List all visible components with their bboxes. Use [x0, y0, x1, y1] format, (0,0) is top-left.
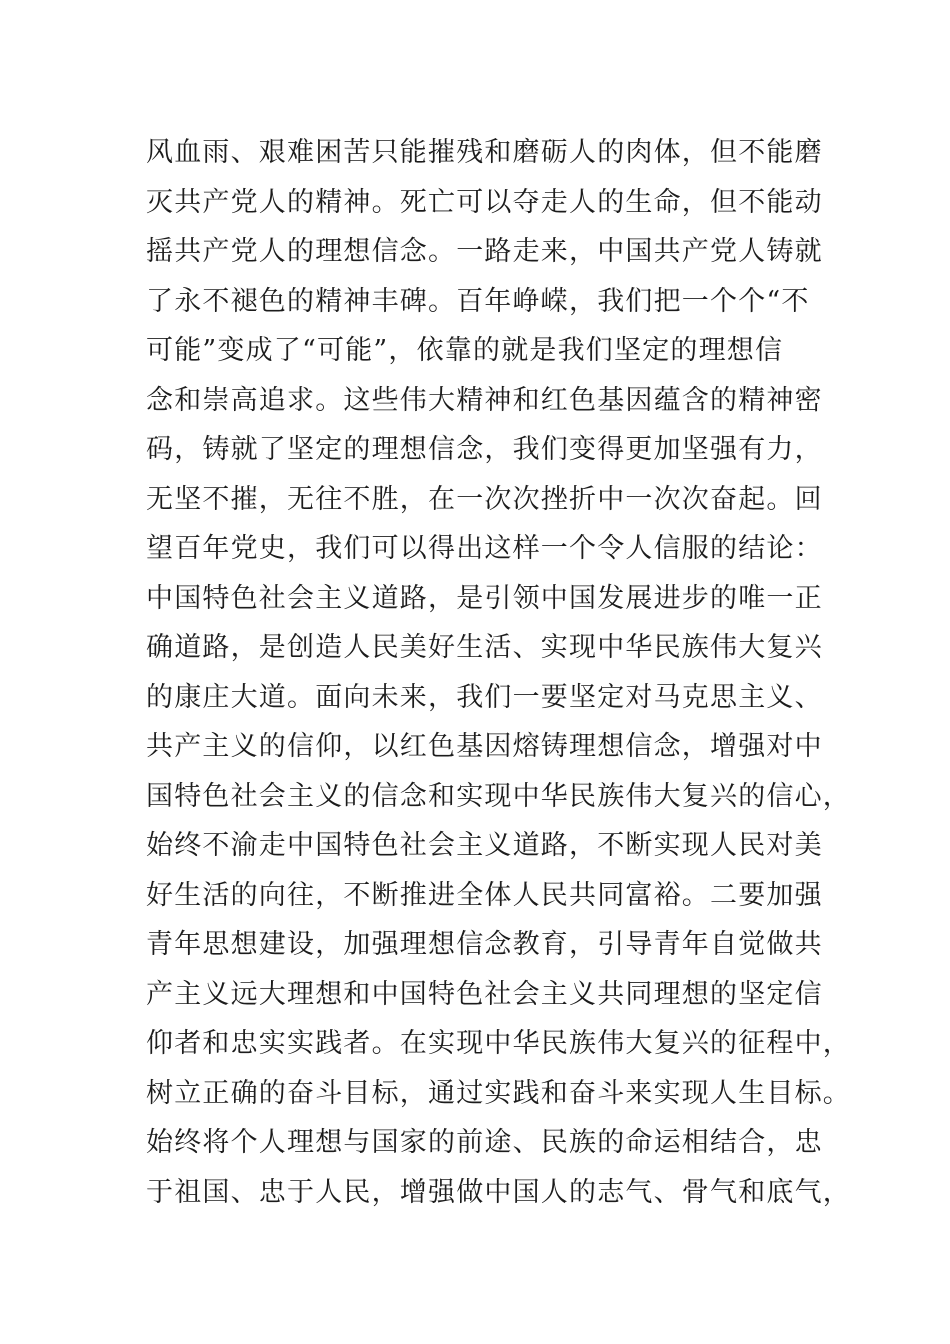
text-line: 了永不褪色的精神丰碑。百年峥嵘，我们把一个个“不 — [146, 285, 810, 317]
text-line: 始终将个人理想与国家的前途、民族的命运相结合，忠 — [146, 1127, 823, 1158]
text-line: 确道路，是创造人民美好生活、实现中华民族伟大复兴 — [146, 632, 823, 663]
text-line: 国特色社会主义的信念和实现中华民族伟大复兴的信心， — [146, 780, 851, 812]
text-line: 摇共产党人的理想信念。一路走来，中国共产党人铸就 — [146, 236, 823, 267]
text-line: 念和崇高追求。这些伟大精神和红色基因蕴含的精神密 — [146, 384, 823, 416]
text-line: 的康庄大道。面向未来，我们一要坚定对马克思主义、 — [146, 681, 823, 713]
text-line: 码，铸就了坚定的理想信念，我们变得更加坚强有力， — [146, 434, 823, 465]
text-line: 于祖国、忠于人民，增强做中国人的志气、骨气和底气， — [146, 1176, 851, 1208]
text-line: 望百年党史，我们可以得出这样一个令人信服的结论： — [146, 533, 823, 564]
text-line: 青年思想建设，加强理想信念教育，引导青年自觉做共 — [146, 929, 823, 960]
text-line: 始终不渝走中国特色社会主义道路，不断实现人民对美 — [146, 830, 823, 861]
text-line: 灭共产党人的精神。死亡可以夺走人的生命，但不能动 — [146, 186, 823, 218]
text-line: 好生活的向往，不断推进全体人民共同富裕。二要加强 — [146, 879, 823, 911]
text-line: 仰者和忠实实践者。在实现中华民族伟大复兴的征程中， — [146, 1028, 851, 1059]
text-line: 产主义远大理想和中国特色社会主义共同理想的坚定信 — [146, 978, 823, 1010]
text-line: 共产主义的信仰，以红色基因熔铸理想信念，增强对中 — [146, 731, 823, 762]
text-line: 无坚不摧，无往不胜，在一次次挫折中一次次奋起。回 — [146, 483, 823, 515]
text-line: 风血雨、艰难困苦只能摧残和磨砺人的肉体，但不能磨 — [146, 137, 823, 168]
body-paragraph — [146, 128, 851, 1217]
text-line: 中国特色社会主义道路，是引领中国发展进步的唯一正 — [146, 582, 823, 614]
text-line: 可能”变成了“可能”，依靠的就是我们坚定的理想信 — [146, 335, 784, 366]
text-line: 树立正确的奋斗目标，通过实践和奋斗来实现人生目标。 — [146, 1077, 851, 1109]
